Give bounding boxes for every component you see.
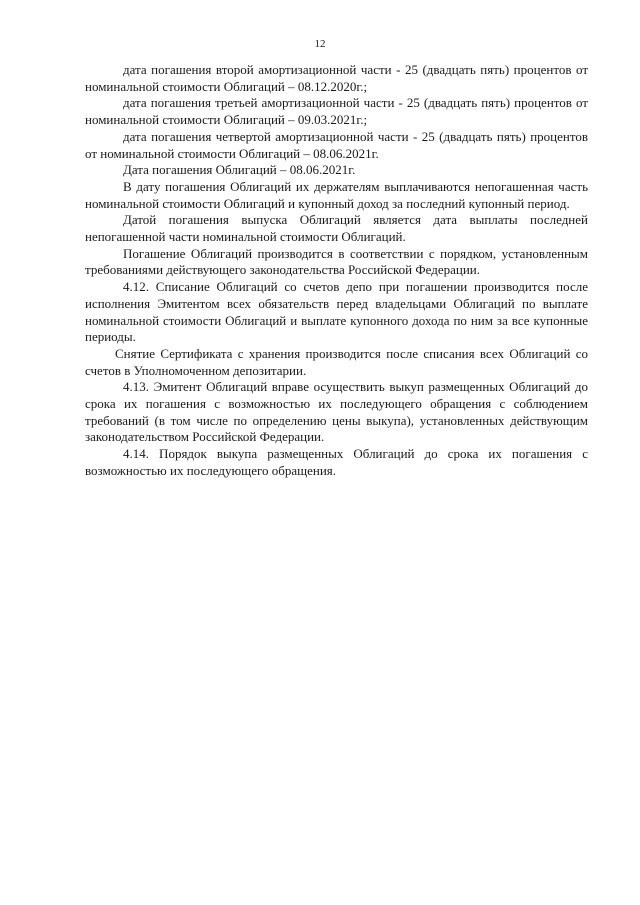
paragraph-amortization-2: дата погашения второй амортизационной части - 25 (двадцать пять) процентов от номинальной стоимости Облигаций – 08.12.2020г.;: [85, 62, 588, 94]
document-body: [85, 62, 588, 480]
paragraph-4-13: 4.13. Эмитент Облигаций вправе осуществить выкуп размещенных Облигаций до срока их погашения с возможностью их последующего обращения с соблюдением требований (в том числе по определению цены выкупа), установленных действующим законодательством Российской Федерации.: [85, 379, 588, 445]
paragraph-maturity-procedure: Погашение Облигаций производится в соответствии с порядком, установленным требованиями действующего законодательства Российской Федерации.: [85, 245, 588, 278]
paragraph-amortization-4: дата погашения четвертой амортизационной части - 25 (двадцать пять) процентов от номинальной стоимости Облигаций – 08.06.2021г.: [85, 128, 588, 161]
paragraph-4-14: 4.14. Порядок выкупа размещенных Облигаций до срока их погашения с возможностью их последующего обращения.: [85, 446, 588, 478]
paragraph-4-12: 4.12. Списание Облигаций со счетов депо при погашении производится после исполнения Эмитентом всех обязательств перед владельцами Облигаций по выплате номинальной стоимости Облигаций и выплате купонного дохода по ним за все купонные периоды.: [85, 279, 588, 345]
paragraph-maturity-payment: В дату погашения Облигаций их держателям выплачиваются непогашенная часть номинальной стоимости Облигаций и купонный доход за последний купонный период.: [85, 178, 588, 211]
paragraph-maturity-date: Дата погашения Облигаций – 08.06.2021г.: [123, 162, 356, 178]
paragraph-certificate-removal: Снятие Сертификата с хранения производится после списания всех Облигаций со счетов в Уполномоченном депозитарии.: [85, 345, 588, 378]
paragraph-maturity-definition: Датой погашения выпуска Облигаций является дата выплаты последней непогашенной части номинальной стоимости Облигаций.: [85, 212, 588, 245]
page-number: 12: [314, 38, 326, 50]
paragraph-amortization-3: дата погашения третьей амортизационной части - 25 (двадцать пять) процентов от номинальной стоимости Облигаций – 09.03.2021г.;: [85, 95, 588, 128]
